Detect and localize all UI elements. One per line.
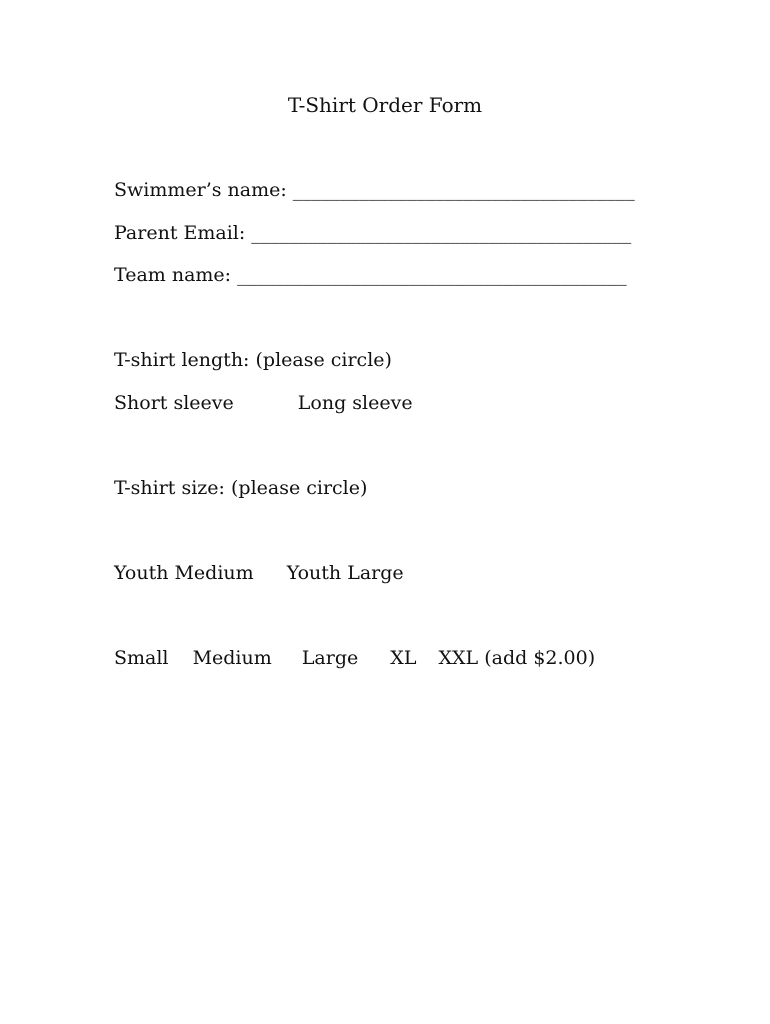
youth-large-option: Youth Large [286,562,404,584]
parent-email-field: Parent Email: ________________________________________ [114,222,632,244]
team-name-field: Team name: _________________________________________ [114,264,627,286]
youth-medium-option: Youth Medium [114,562,254,584]
adult-size-options [114,649,595,668]
youth-size-options [114,564,404,583]
medium-option: Medium [192,647,272,669]
xl-option: XL [390,647,417,669]
large-option: Large [301,647,359,669]
xxl-option: XXL (add $2.00) [438,647,596,669]
size-prompt: T-shirt size: (please circle) [114,477,368,499]
small-option: Small [114,647,169,669]
short-sleeve-option: Short sleeve [114,392,234,414]
long-sleeve-option: Long sleeve [297,392,413,414]
length-options [114,394,413,413]
swimmer-name-field: Swimmer’s name: ____________________________________ [114,179,635,201]
form-title: T-Shirt Order Form [287,93,483,117]
length-prompt: T-shirt length: (please circle) [114,349,392,371]
